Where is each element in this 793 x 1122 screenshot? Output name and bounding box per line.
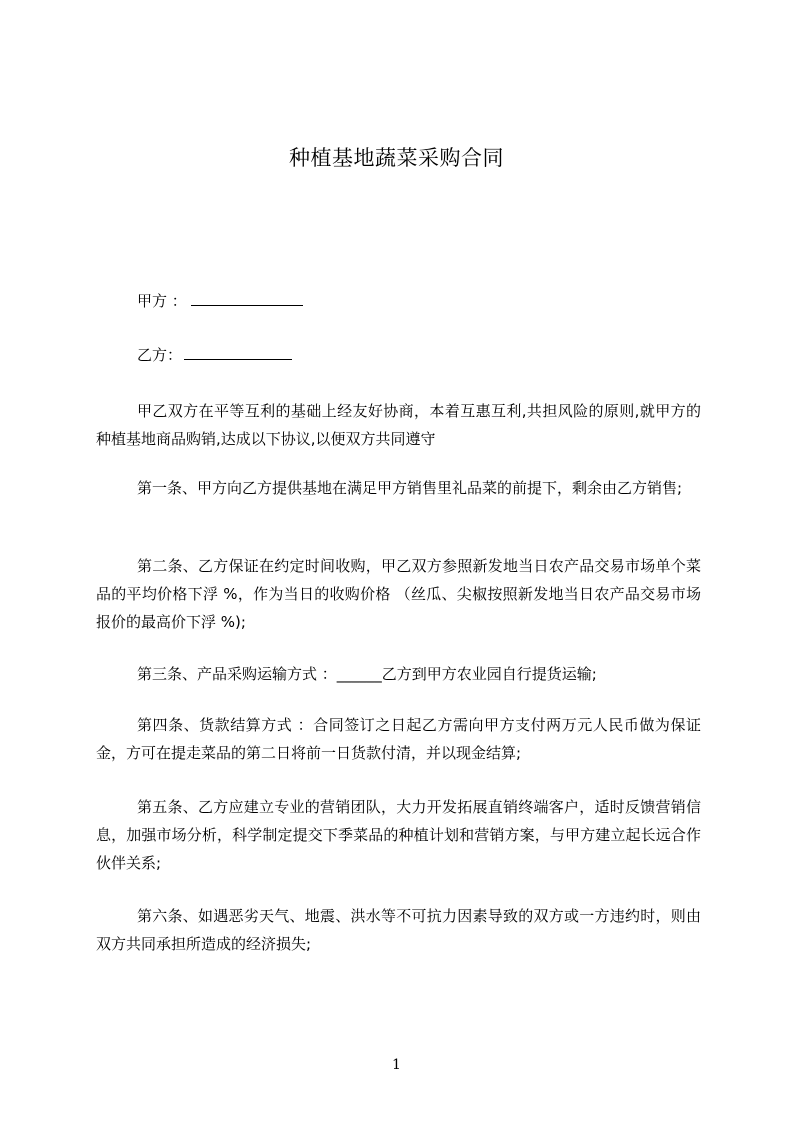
party-a-blank [191, 291, 303, 306]
article-4: 第四条、货款结算方式 ：合同签订之日起乙方需向甲方支付两万元人民币做为保证金，方可在提走菜品的第二日将前一日货款付清，并以现金结算; [96, 716, 701, 762]
party-b-label: 乙方： [137, 346, 183, 364]
party-b-line [137, 345, 292, 365]
article-1: 第一条、甲方向乙方提供基地在满足甲方销售里礼品菜的前提下，剩余由乙方销售; [137, 479, 683, 497]
party-a-line [137, 291, 303, 311]
party-a-label: 甲方 ： [137, 292, 187, 310]
article-3: 第三条、产品采购运输方式 ：______乙方到甲方农业园自行提货运输; [137, 665, 597, 683]
article-5: 第五条、乙方应建立专业的营销团队，大力开发拓展直销终端客户，适时反馈营销信息，加强市场分析，科学制定提交下季菜品的种植计划和营销方案，与甲方建立起长远合作伙伴关系; [96, 798, 701, 872]
intro-paragraph: 甲乙双方在平等互利的基础上经友好协商，本着互惠互利,共担风险的原则,就甲方的种植基地商品购销,达成以下协议,以便双方共同遵守 [96, 402, 701, 448]
article-6: 第六条、如遇恶劣天气、地震、洪水等不可抗力因素导致的双方或一方违约时，则由双方共同承担所造成的经济损失; [96, 907, 701, 953]
page-title: 种植基地蔬菜采购合同 [289, 146, 504, 170]
party-b-blank [184, 345, 292, 360]
article-2: 第二条、乙方保证在约定时间收购，甲乙双方参照新发地当日农产品交易市场单个菜品的平均价格下浮 %，作为当日的收购价格 （丝瓜、尖椒按照新发地当日农产品交易市场报价的最高价下浮 %); [96, 557, 701, 631]
page-number: 1 [392, 1057, 401, 1073]
